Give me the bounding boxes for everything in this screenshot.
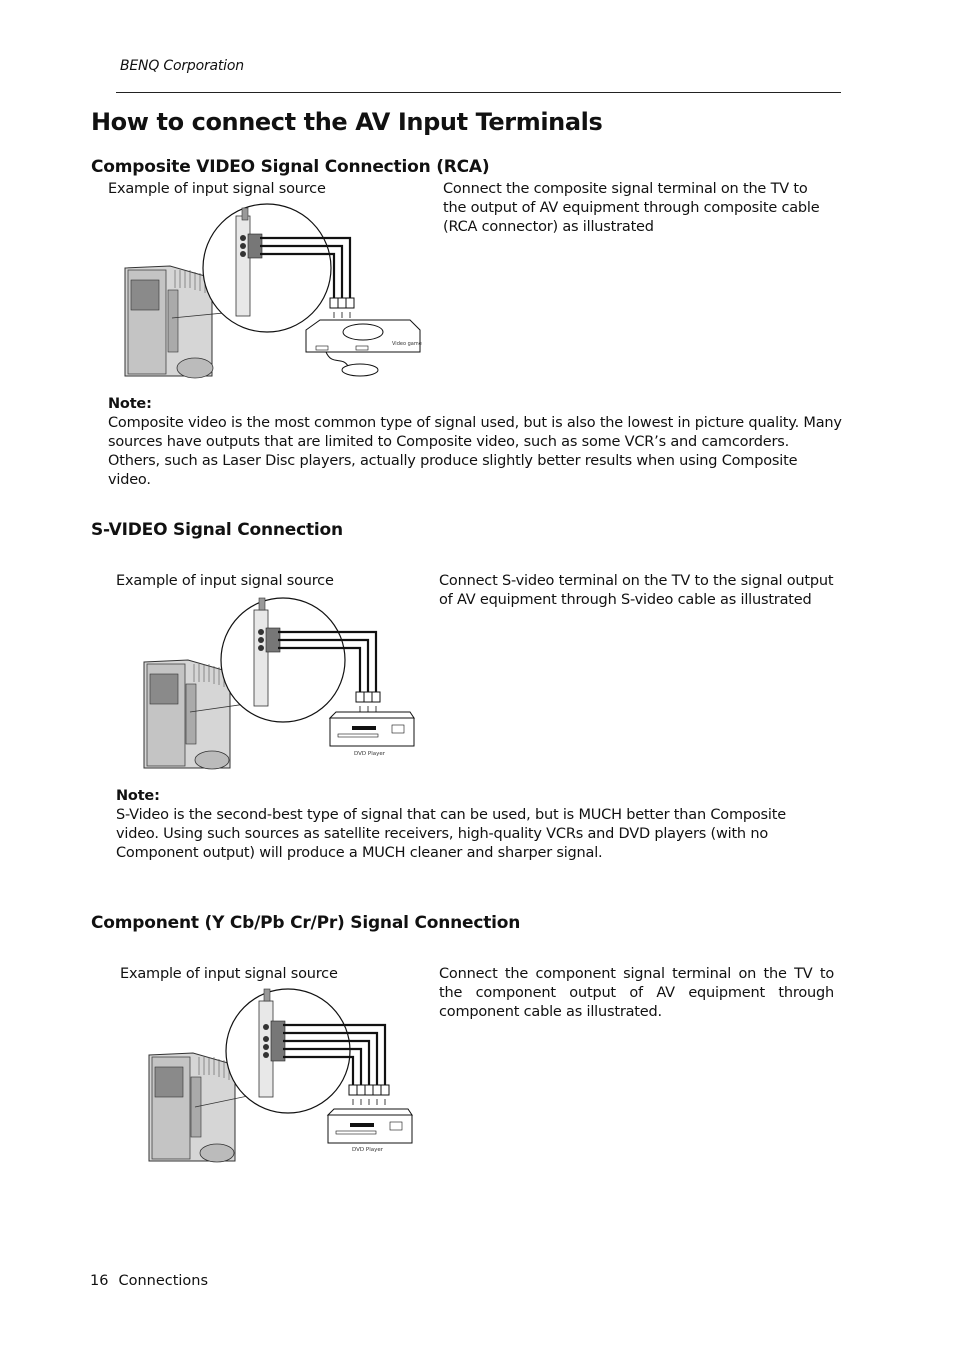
description-composite: Connect the composite signal terminal on the TV to the output of AV equipment through composite cable (RCA connector) as illustrated	[443, 181, 820, 235]
tv-rear-icon	[125, 266, 213, 378]
note-title-composite: Note:	[108, 396, 152, 412]
note-title-svideo: Note:	[116, 788, 160, 804]
description-svideo: Connect S-video terminal on the TV to the signal output of AV equipment through S-video cable as illustrated	[439, 573, 834, 608]
dvd-player-icon	[330, 712, 414, 746]
terminal-zoom-icon	[226, 989, 350, 1113]
page-footer	[90, 1273, 218, 1289]
note-svideo	[116, 787, 831, 863]
note-text-svideo: S-Video is the second-best type of signal that can be used, but is MUCH better than Composite video. Using such sources as satellite receivers, high-quality VCRs and DVD players (with no Component output) will produce a MUCH cleaner and sharper signal.	[116, 807, 786, 861]
component-connection-illustration	[145, 983, 420, 1165]
example-label-svideo: Example of input signal source	[116, 573, 334, 589]
tv-rear-icon	[144, 660, 230, 769]
page-title: How to connect the AV Input Terminals	[91, 108, 603, 136]
terminal-zoom-icon	[203, 204, 331, 332]
note-composite	[108, 395, 843, 490]
description-component: Connect the component signal terminal on the TV to the component output of AV equipment through component cable as illustrated.	[439, 966, 834, 1020]
device-label-composite: Video game	[392, 341, 422, 347]
header-company: BENQ Corporation	[120, 58, 244, 74]
section-title-composite: Composite VIDEO Signal Connection (RCA)	[91, 157, 490, 177]
note-text-composite: Composite video is the most common type of signal used, but is also the lowest in picture quality. Many sources have outputs that are limited to Composite video, such as some VCR’s and camcorders. Others, such as Laser Disc players, actually produce slightly better results when using Composite video.	[108, 415, 842, 488]
device-label-component: DVD Player	[352, 1147, 383, 1153]
terminal-zoom-icon	[221, 598, 345, 722]
dvd-player-icon	[328, 1109, 412, 1143]
header-divider	[116, 92, 841, 93]
example-label-composite: Example of input signal source	[108, 181, 326, 197]
section-title-svideo: S-VIDEO Signal Connection	[91, 520, 343, 540]
section-title-component: Component (Y Cb/Pb Cr/Pr) Signal Connection	[91, 913, 521, 933]
page-number: 16	[90, 1273, 109, 1289]
device-label-svideo: DVD Player	[354, 751, 385, 757]
composite-connection-illustration	[120, 198, 430, 383]
svideo-connection-illustration	[140, 590, 420, 772]
tv-rear-icon	[149, 1053, 235, 1162]
example-label-component: Example of input signal source	[120, 966, 338, 982]
video-game-console-icon	[306, 320, 420, 376]
footer-section: Connections	[118, 1273, 209, 1289]
